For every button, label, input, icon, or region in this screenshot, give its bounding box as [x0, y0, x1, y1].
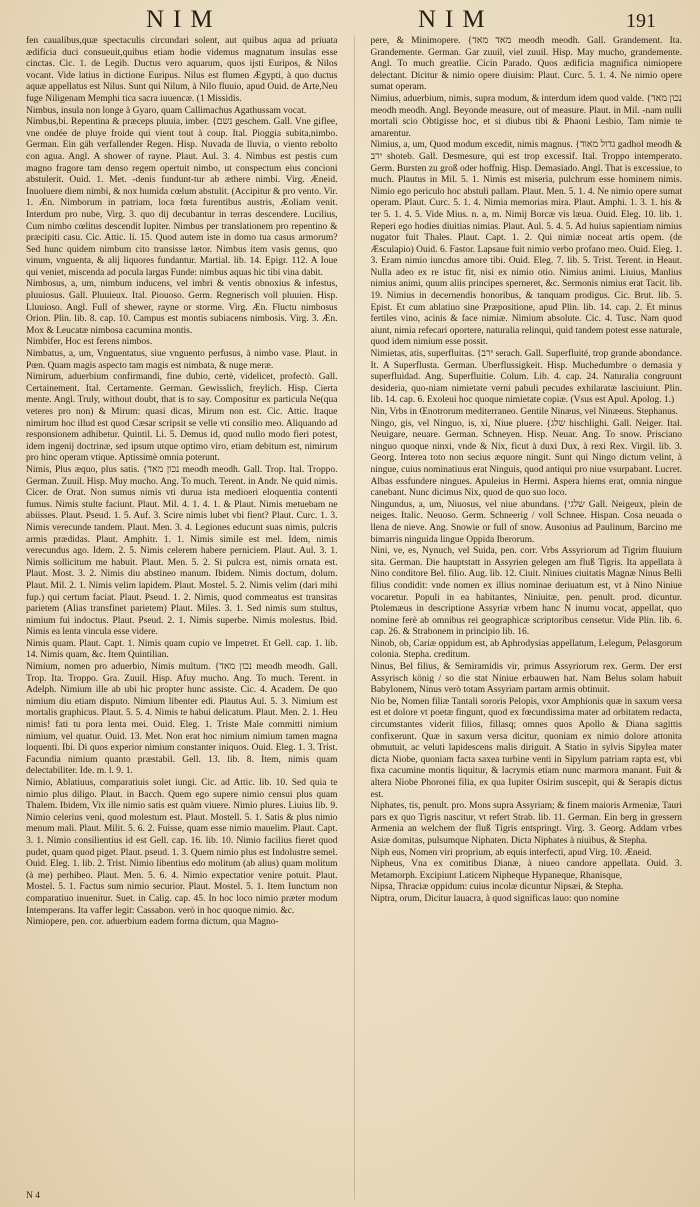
dictionary-entry: Niph eus, Nomen viri proprium, ab equis interfecti, apud Virg. 10. Æneid. — [370, 847, 652, 858]
dictionary-entry: Nimiopere, pen. cor. aduerbium eadem forma dictum, qua Magno- — [26, 917, 279, 928]
dictionary-entry: fen caualibus,quæ spectaculis circundari solent, aut quibus aqua ad priuata ædificia duci consueuit,quibus etiam hodie videmus magnatum insulas esse cinctas. Cic. 1. de Legib. Ductus vero aquarum, quos ijsti Euripos, & Nilos vocant. Vide latius in dictione Euripus. Nilus est flumen Ægypti, à quo ductus aquæ appellatus est Nilus. Sunt qui Nilum, à Nilo fluuio, apud Ouid. de Arte,Neu fuge Niligenam Memphi tica sacra iuuencæ. (1 Missidis. — [26, 36, 338, 104]
dictionary-entry: Nimius, a, um, Quod modum excedit, nimis magnus. {גדול מאוד gadhol meodh & ירב shoteb. Gall. Desmesure, qui est trop excessif. Ital. Troppo intemperato. Germ. Bursten zu groß oder hoffnig. Hisp. Demasiado. Angl. That is excessiue, to much. Plautus in Mil. 5. 1. Nimis est miseria, pulchrum esse hominem nimis. Nimio ego periculo hoc abstuli pallam. Plaut. Men. 5. 1. 4. Ne nimio opere sumat operam. Plaut. Curc. 5. 1. 4. Nimia memorias mira. Plaut. Amphi. 1. 3. 1. his & ter 5. 1. 4. 5. Vide Mius. n. a, m. Nimij Borcæ vis læua. Ouid. Eleg. 10. lib. 1. Reperi ego hodies diuitias nimias. Plaut. Aul. 5. 4. 5. Ad huius sapientiam nimius nugator fuit Thales. Plaut. Capt. 1. 2. Qui nimiæ noceat artis opem. (de Æsculapio) Ouid. 6. Fastor. Lapsaue fuit nimio verbo profano meo. Ouid. Eleg. 1. 3. Eram nimio iuncdus amore tibi. Ouid. Eleg. 7. lib. 5. Trist. Terent. in Heaut. Nulla adeo ex re istuc fit, nisi ex nimio otio. Nimius animi. Liuius, Manlius nimius animi, quum aliis principes sperneret, &c. Sermonis nimius erat Tacit. lib. 19. Nimius in decernendis honoribus, & tanquam prodigus. Cic. Brut. lib. 5. Epist. Et cum ablatiuo sine Præpositione, apud Plin. lib. 14. cap. 2. Et minus fertiles vino, acinis & face nimiæ. Nimium absolute. Cic. 4. Tusc. Nam quod aiunt, nimia refecari oportere, naturalia relinqui, quid tandem potest esse naturale, quod idem nimium esse possit. — [370, 140, 682, 348]
dictionary-entry: Ningo, gis, vel Ninguo, is, xi, Niue pluere. {שלג hischlighi. Gall. Neiger. Ital. Neuigare, neuare. German. Schneyen. Hisp. Neuar. Ang. To snow. Prisciano ninguo quoque ninxi, vnde & Nix, ficut à duxi Dux, à rexi Rex. Virgil. lib. 3. Georg. Interea toto non secius æquore ningit. Sunt qui Ningo dictum velint, à ningue, cuius nominatiuus erat Ninguis, quod antiqui pro niue vsurpabant. Lucret. Albas essfundere ningues. Apuleius in Hermi. Aspera hiems erat, omnia ningue canebant. Nunc dicimus Nix, quod de quo suo loco. — [370, 418, 682, 499]
column-divider — [354, 36, 355, 1199]
page-header — [26, 4, 682, 38]
text-columns — [26, 36, 682, 1199]
dictionary-entry: Nini, ve, es, Nynuch, vel Suida, pen. corr. Vrbs Assyriorum ad Tigrim fluuium sita. German. Die hauptstatt in Assyrien gelegen am fluß Tigris. Ita appellata à Nino conditore Bel. filio. Aug. lib. 12. Ciuit. Niniues ciuitatis Magnæ Ninus Belli filius condidit: vnde nomen ex illius nominae deriuatum est, vt à Nino Niniue vocaretur. Populi in ea habitantes, Niniuitæ, pen. penult. prod. dicuntur. Ptolemæus in descriptione Assyriæ vrbem hanc N inumu vocat, appellat, quo nomine ferè ab omnibus rei geographicæ scriptoribus censetur. Vide Plin. lib. 6. cap. 26. & Strabonem in principio lib. 16. — [370, 546, 682, 638]
dictionary-entry: Nimbus, insula non longe à Gyaro, quam Callimachus Agathussam vocat. — [26, 105, 307, 116]
dictionary-entry: Nin, Vrbs in Œnotrorum mediterraneo. Gentile Ninæus, vel Ninæeus. Stephanus. — [370, 407, 678, 417]
running-head-right: NIM — [418, 6, 494, 33]
dictionary-entry: Nimbosus, a, um, nimbum inducens, vel imbri & ventis obnoxius & infestus, pluuiosus. Gall. Pluuieux. Ital. Piouoso. Germ. Regnerisch voll pluuien. Hisp. Lluuioso. Angl. Full of shewer, rayne or storme. Virg. Æn. Fluctu nimbosus Orion. Plin. lib. 8. cap. 10. Campus est montis subiacens nimbosis. Virg. 3. Æn. Mox & Leucatæ nimbosa cacumina montis. — [26, 279, 338, 336]
dictionary-entry: Nimbatus, a, um, Vnguentatus, siue vnguento perfusus, à nimbo vase. Plaut. in Pœn. Quam magis aspecto tam magis est nimbata, & nuge meræ. — [26, 349, 338, 371]
dictionary-entry: Nimbifer, Hoc est ferens nimbos. — [26, 337, 153, 348]
dictionary-entry: Nimius, aduerbium, nimis, supra modum, & interdum idem quod valde. {נכון מאד meodh meodh. Angl. Beyonde measure, out of measure. Plaut. in Mil. -nam nulli mortali scio Obtigisse hoc, et si diubus tibi & Phaoni Lesbio, Tam nimie te amarentur. — [370, 93, 682, 139]
dictionary-entry: Nio be, Nomen filiæ Tantali sororis Pelopis, vxor Amphionis quæ in saxum versa est et dolore vt poetæ fingunt, quod ex fœcundissima mater ad orbitatem redacta, circumstantes viderit filios, fillasq; omnes quos Apollo & Diana sagittis confixerunt. Quæ in saxum versa dicitur, quoniam ex nimio dolore attonita obmutuit, ac veluti lapidescens malis diriguit. A Statio in sylvis Sipylea mater dicta Niobe, quoniam facta saxea turbine venti in Sipylum patriam rapta est, vbi fixa cacumine montis liquitur, & lacrymis etiam nunc marmora manant. Fuit & altera Niobe Phoronei filia, ex qua Iupiter Osirim suscepit, qui & Serapis dictus est. — [370, 696, 682, 800]
right-column — [371, 36, 683, 1199]
dictionary-entry: Nimio, Ablatiuus, comparatiuis solet iungi. Cic. ad Attic. lib. 10. Sed quia te nimio plus diligo. Plaut. in Bacch. Quem ego supere nimio censui plus quam Thalem. Ibidem, Vix ille nimio satis est quàm viuere. Nimio plures. Liuius lib. 9. Nimio celerius veni, quod molestum est. Plaut. Mostell. 5. 1. Satis & plus nimio menum mali. Plaut. Milit. 5. 6. 2. Fuisse, quam esse nimio mauelim. Plaut. Capt. 3. 1. Nimio consilientius id est Gell. cap. 16. lib. 10. Nimio facilius fieret quod pudet, quam quod piget. Plaut. pseud. 1. 3. Quem nimio plus est Indolustre semel. Ouid. Eleg. 1. lib. 2. Trist. Nimio libentius edo molitum (ab alius) quam molitum (à me) perhibeo. Plaut. Men. 5. 6. 4. Nimio expectatior venire potuit. Plaut. Mostel. 5. 1. Factus sum nimio securior. Plaut. Mostel. 5. 1. Item Iunctum non comparatiuo inuenitur. Suet. in Calig. cap. 45. In hoc loco nimio præter modum Intemperans. Ita vaffer legit: Cassabon. verò in hoc quoque nimio. &c. — [26, 778, 338, 916]
dictionary-entry: Nimirum, aduerbium confirmandi, fine dubio, certè, videlicet, profectò. Gall. Certainement. Ital. Certamente. German. Gewisslich, freylich. Hisp. Cierta mente. Angl. Truly, without doubt, that is to say. Compositur ex particula Ne(qua veteres pro non) & Mirum: quasi dicas, Mirum non est. Cic. Attic. Itaque nimirum hoc illud est quod Cæsar scripsit se velle vti consilio meo. Aliquando ad responsionem adhibetur. Quintil. Li. 5. Demus id, quod nullo modo fieri potest, idem ingenij doctrinæ, sed ipsum utque optimo viro, etiam debitum est, nimirum pro hinc operam vtique. Aptissimè omnia poterunt. — [26, 372, 338, 464]
dictionary-entry: Ninus, Bel filius, & Semiramidis vir, primus Assyriorum rex. Germ. Der erst Assyrisch könig / so die stat Niniue erbauwen hat. Nam Belus solam habuit Babylonem, Ninus verò totam Assyriam partam armis obtinuit. — [370, 662, 682, 696]
dictionary-entry: Ninob, ob, Cariæ oppidum est, ab Aphrodysias appellatum, Lelegum, Pelasgorum colonia. Stepha. creditum. — [370, 638, 682, 661]
dictionary-entry: Nipsa, Thraciæ oppidum: cuius incolæ dicuntur Nipsæi, & Stepha. — [370, 882, 624, 893]
dictionary-entry: Niphates, tis, penult. pro. Mons supra Assyriam; & finem maioris Armeniæ, Tauri pars ex quo Tigris nascitur, vt refert Strab. lib. 11. German. Ein berg in gressern Armenia an welchem der fluß Tigris entspringt. Virg. 3. Georg. Addam vrbes Asiæ domitas, pulsumque Niphaten. Dicta Niphates à niuibus, & Stepha. — [370, 801, 682, 846]
dictionary-entry: Nimbus,bi. Repentina & præceps pluuia, imber. {נשם geschem. Gall. Vne giflee, vne ondée de pluye froide qui vient tout à coup. Ital. Pioggia subita,nimbo. German. Ein gäh verfallender Regen. Hisp. Nuvada de lluvia, o viento rebolto con agua. Angl. A shower of rayne. Plaut. Aul. 3. 4. Nimbus est pestis cum magno fragore tam denso regem opertuit nimbo, ut conspectum eius concioni abstulerit. Ouid. 1. Met. -denis fundunt-tur ab æthere nimbi. Virg. Æneid. Inuoluere diem nimbi, & nox humida cœlum abstulit. (Accipitur & pro vento. Vir. 1. Æn. Nimborum in patriam, loca fœta furentibus austris, Æoliam venit. Interdum pro nube, Virg. 3. quo dij decubantur in terras descendere. Lucilius, Cum nimbo cœlitus descendit Iupiter. Nimbus per translationem pro repentino & præcipiti casu. Cic. Attic. li. 15. Quod autem iste in domo tua casus armorum? Sed hunc quidem nimbum cito transisse lætor. Nimbus item vasis genus, quo vinum, vnguenta, & alij liquores fundantur. Martial. lib. 14. Epigr. 112. A Ioue qui veniet, miscenda ad pocula largas Funde: nimbus aquas hic tibi vina dabit. — [26, 117, 338, 278]
left-column — [26, 36, 338, 1199]
dictionary-entry: Nimis, Plus æquo, plus satis. {נכון מאד meodh meodh. Gall. Trop. Ital. Troppo. German. Zuuil. Hisp. Muy mucho. Ang. To much. Terent. in Andr. Ne quid nimis. Cicer. de Orat. Non sumus nimis vti durua ista medioeri eloquentia contenti fumus. Nimis stulte faciunt. Plaut. Mil. 4. 1. 4. 1. & Plaut. Nimis metuebam ne abiisses. Plaut. Pseud. 1. 5. Auf. 3. Scire nimis lubet vbi fient? Plaut. Curc. 1. 3. Nimis verecunde tandem. Plaut. Men. 3. 4. Legiones educunt suas nimis, pulcris armis prædidas. Plaut. Amphitr. 1. 1. Nimis simile est mel. Idem, nimis verecundus ago. Idem. 2. 5. Nimis celerem habere perniciem. Plaut. Aul. 3. 1. Nimis sollicitum me habuit. Plaut. Men. 5. 2. Si pulcra est, nimis ornata est. Plaut. Most. 3. 2. Nimis diu abstineo manum. Ibidem. Nimis doctum, dolum. Plaut. Mil. 2. 1. Nimis velim lapidem. Plaut. Mostel. 5. 2. Nimis velim (dari mihi fup.) qui certum faciat. Plaut. Pseud. 1. 2. Nimis, quod commeatus est transitas parietem (Alias transfinet parietem) Plaut. Miles. 3. 1. Sed nimis sum stultus, nimium fui indoctus. Plaut. Pseud. 2. 1. Nimis superbe. Nimis molestus. Ibid. Nimis ea lenta vincula esse videre. — [26, 464, 338, 638]
dictionary-entry: Nimietas, atis, superfluitas. {ירב serach. Gall. Superfluité, trop grande abondance. It. A Superflusta. German. Uberflussigkeit. Hisp. Muchedumbre o demasia y superfluidad. Ang. Superfluitie. Colum. Lib. 4. cap. 24. Naturalia congruunt desideria, quo-niam nimietate verni pabuli pecudes exhilaratæ lasciuiunt. Plin. lib. 14. cap. 6. Exoleui hoc quoque nimietate copiæ. (Vsus est Apul. Apolog. 1.) — [370, 349, 682, 406]
running-head-left: NIM — [146, 6, 222, 33]
dictionary-entry: Nipheus, Vna ex comitibus Dianæ, à niueo candore appellata. Ouid. 3. Metamorph. Excipiunt Laticem Nipheque Hypaneque, Rhanisque, — [370, 859, 682, 881]
dictionary-entry: pere, & Minimopere. {מאד מאד meodh meodh. Gall. Grandement. Ita. Grandemente. German. Gar zuuil, viel zuuil. Hisp. May mucho, grandemente. Angl. To much greatlie. Cicin Parado. Quos ædificia magnifica nimiopere delectant. Dicitur & nimio opere diuisim: Plaut. Curc. 5. 1. 4. Ne nimio opere sumat operam. — [370, 36, 682, 93]
page-number: 191 — [626, 10, 656, 32]
signature-mark: N 4 — [26, 1191, 40, 1201]
dictionary-entry: Niptra, orum, Dicitur lauacra, à quod significas lauo: quo nomine — [370, 893, 620, 904]
dictionary-entry: Nimium, nomen pro aduerbio, Nimis multum. {נכון מאד meodh meodh. Gall. Trop. Ita. Troppo. Gra. Zuuil. Hisp. Afuy mucho. Ang. To much. Terent. in Adelph. Nimium ille ab ubi hic propter hunc assiste. Cic. 4. Academ. De quo nimium diu etiam disputo. Nimium libenter edi. Plautus Aul. 5. 3. Nimium est mortalis graphicus. Plaut. 5. 5. 4. Nimis te habui delicatum. Plaut. Men. 2. 1. Heu nimis! fati tu pora lenta mei. Ouid. Eleg. 1. Triste Male committi nimium nimium, vel quatur. Ouid. 13. Met. Non erat hoc nimium nimium tamen magna loquenti. Ibi. Di quos experior nimium constanter iniquos. Ouid. Eleg. 1. 3. Trist. Facundia nimium quanto præstabil. Gell. 13. lib. 8. Item, nimis quam delectabiliter. Ide. m. l. 9. 1. — [26, 662, 338, 777]
dictionary-entry: Nimis quam. Plaut. Capt. 1. Nimis quam cupio ve Impetret. Et Gell. cap. 1. lib. 14. Nimis quam, &c. Item Quintilian. — [26, 638, 338, 661]
dictionary-entry: Ningundus, a, um, Niuosus, vel niue abundans. {שלגי Gall. Neigeux, plein de neiges. Italic. Neuoso. Germ. Schneerig / voll Schnee. Hispan. Cosa neuada o llena de nieve. Ang. Snowie or full of snow. Ausonius ad Paulinum, Barcino me bimarris ninguida lingue Oppida Iberorum. — [370, 499, 682, 545]
